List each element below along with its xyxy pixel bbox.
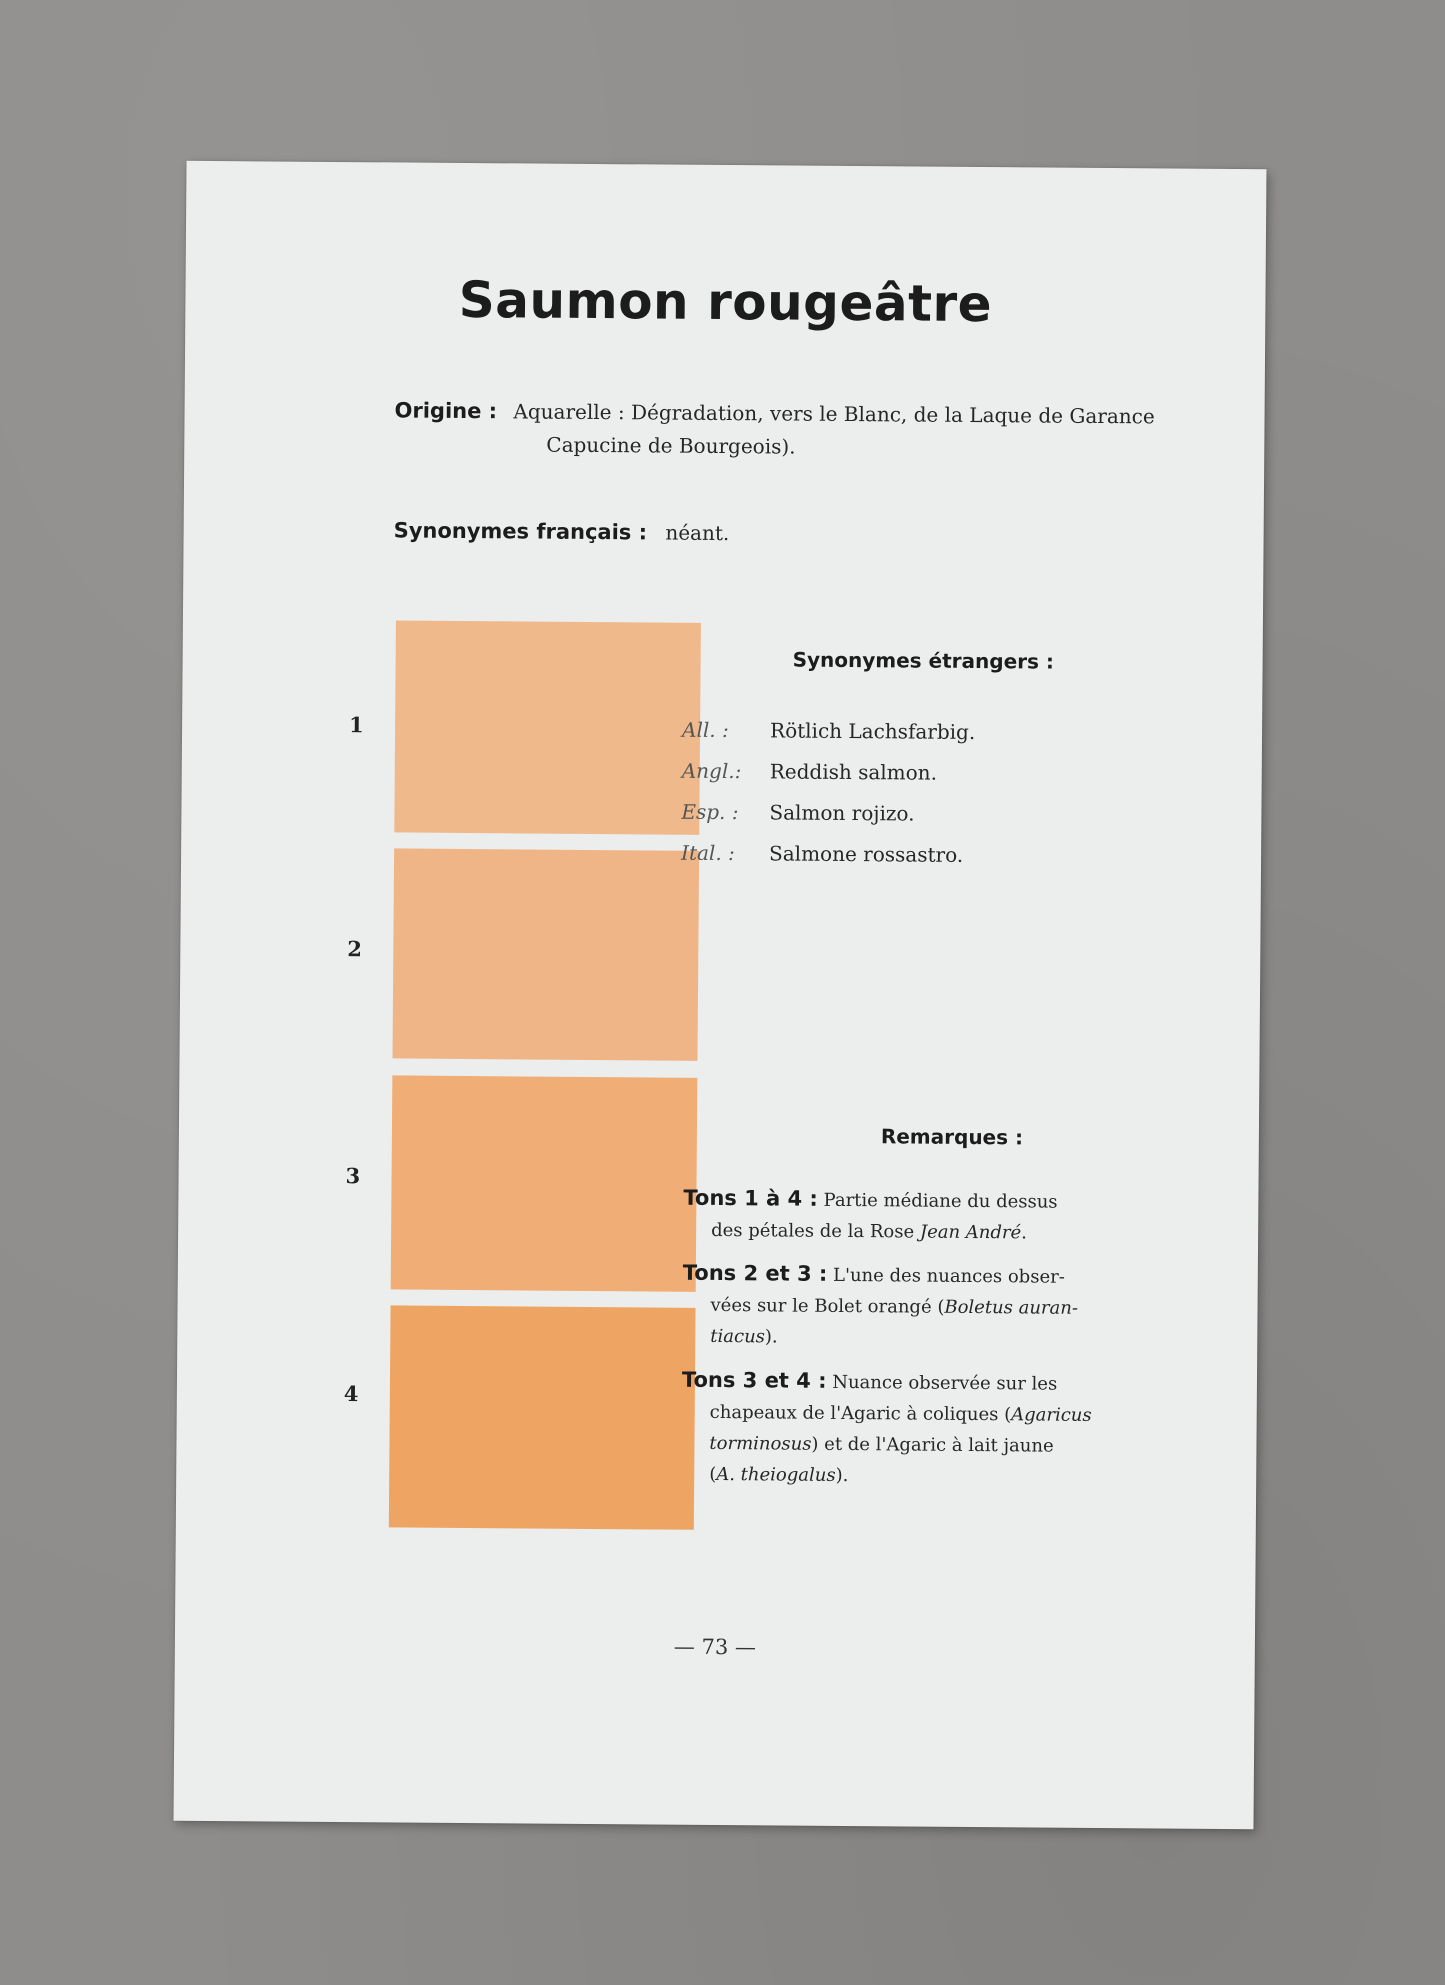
synonym-lang: All. : — [681, 717, 729, 743]
swatch-color-4 — [389, 1305, 696, 1529]
swatch-number-4: 4 — [343, 1381, 359, 1407]
remarque-3 — [681, 1365, 1092, 1493]
remarque-lead: Tons 3 et 4 : — [681, 1367, 827, 1393]
synonym-value: Rötlich Lachsfarbig. — [769, 718, 976, 744]
synonymes-etrangers-list — [681, 710, 975, 876]
swatch-number-1: 1 — [349, 712, 364, 738]
remarque-text-part: ). — [835, 1464, 849, 1487]
swatch-number-2: 2 — [347, 936, 363, 962]
remarque-text: Partie médiane du dessus — [823, 1189, 1058, 1213]
swatch-2 — [347, 848, 699, 1060]
synonym-value: Salmon rojizo. — [769, 800, 915, 826]
synonym-lang: Ital. : — [681, 840, 735, 866]
remarque-text-cont — [681, 1428, 1091, 1462]
swatch-3 — [345, 1075, 698, 1291]
page-number: — 73 — — [673, 1634, 757, 1660]
remarque-italic: torminosus — [709, 1432, 812, 1455]
remarque-1 — [683, 1183, 1093, 1249]
remarque-italic: Boletus auran- — [944, 1296, 1079, 1319]
synonym-row — [682, 751, 975, 794]
remarque-text-part: ). — [764, 1326, 778, 1348]
remarque-text-cont — [682, 1290, 1092, 1324]
origine-line-2: Capucine de Bourgeois). — [546, 432, 796, 459]
remarque-lead: Tons 1 à 4 : — [683, 1185, 818, 1211]
remarque-text-part: . — [1021, 1222, 1028, 1244]
synonymes-francais-label: Synonymes français : — [393, 518, 648, 545]
origine-paragraph — [394, 394, 1194, 466]
swatch-color-1 — [394, 620, 701, 834]
swatch-color-3 — [391, 1075, 698, 1291]
remarque-italic: Jean André — [919, 1221, 1022, 1244]
remarque-italic: tiacus — [710, 1325, 766, 1348]
remarque-italic: Agaricus — [1011, 1404, 1092, 1426]
remarque-text-cont — [682, 1321, 1092, 1355]
remarque-text-part: ( — [709, 1463, 717, 1485]
synonym-row — [681, 833, 974, 876]
remarque-2 — [682, 1258, 1093, 1355]
remarque-text: L'une des nuances obser- — [833, 1264, 1065, 1288]
remarque-text-cont — [683, 1215, 1093, 1249]
origine-line-1: Aquarelle : Dégradation, vers le Blanc, de la Laque de Garance — [513, 399, 1155, 429]
synonym-lang: Esp. : — [681, 799, 739, 825]
remarque-text: Nuance observée sur les — [832, 1371, 1058, 1395]
swatch-number-3: 3 — [345, 1163, 361, 1189]
remarque-lead: Tons 2 et 3 : — [682, 1260, 828, 1286]
remarque-text-cont — [681, 1459, 1091, 1493]
synonym-lang: Angl.: — [681, 758, 742, 784]
remarque-text-part: des pétales de la Rose — [711, 1219, 920, 1243]
swatch-4 — [343, 1305, 696, 1529]
synonymes-etrangers-heading: Synonymes étrangers : — [792, 647, 1055, 674]
synonymes-francais-value: néant. — [665, 520, 730, 546]
remarque-text-part: chapeaux de l'Agaric à coliques ( — [709, 1401, 1012, 1426]
swatch-1 — [349, 620, 701, 834]
remarque-text-part: vées sur le Bolet orangé ( — [710, 1294, 945, 1318]
swatch-color-2 — [392, 848, 699, 1060]
synonymes-francais — [394, 518, 730, 545]
synonym-value: Reddish salmon. — [769, 759, 938, 785]
remarque-italic: A. theiogalus — [716, 1463, 836, 1486]
page-title: Saumon rougeâtre — [458, 270, 993, 334]
synonym-row — [681, 792, 974, 835]
remarque-text-part: ) et de l'Agaric à lait jaune — [811, 1433, 1054, 1457]
printed-sheet — [173, 161, 1266, 1829]
remarque-text-cont — [682, 1397, 1092, 1431]
synonym-row — [682, 710, 975, 753]
remarques-heading: Remarques : — [880, 1124, 1024, 1150]
origine-label: Origine : — [394, 398, 498, 424]
synonym-value: Salmone rossastro. — [769, 841, 964, 867]
